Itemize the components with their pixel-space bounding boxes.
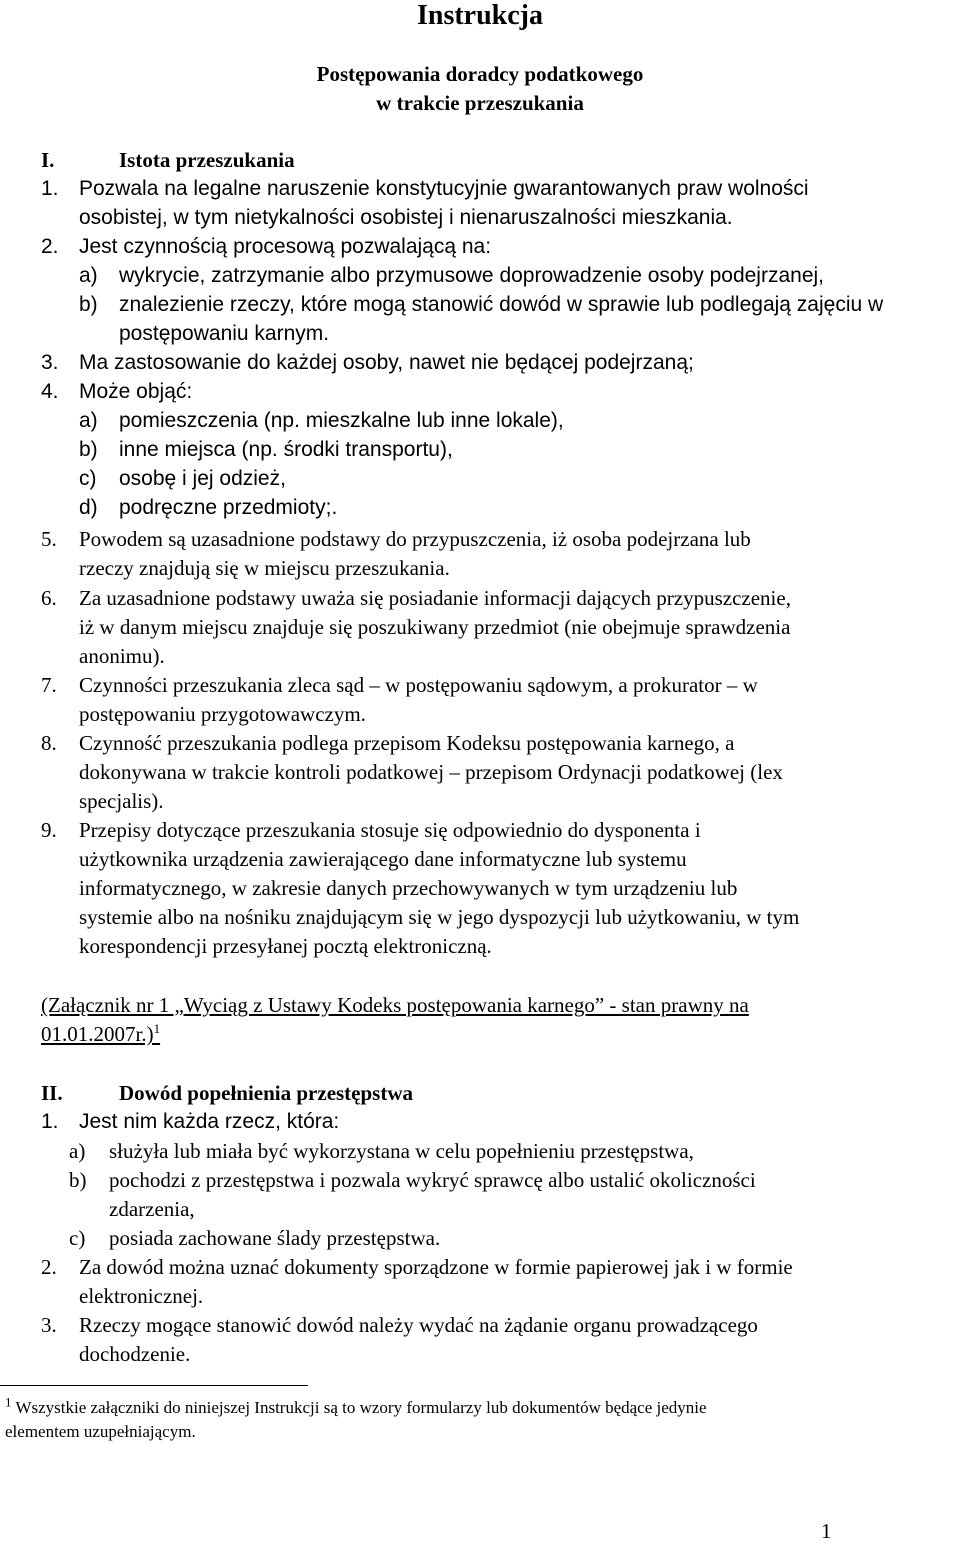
subtitle-line-2: w trakcie przeszukania [376, 91, 584, 115]
attachment-note: (Załącznik nr 1 „Wyciąg z Ustawy Kodeks postępowania karnego” - stan prawny na [41, 993, 749, 1017]
footnote-line-2: elementem uzupełniającym. [5, 1422, 196, 1441]
item-text: osobistej, w tym nietykalności osobistej i nienaruszalności mieszkania. [79, 206, 733, 229]
item-text: specjalis). [79, 789, 164, 813]
sub-item-letter: a) [79, 409, 98, 432]
sub-item-text: zdarzenia, [109, 1197, 195, 1221]
section-2-title: Dowód popełnienia przestępstwa [119, 1081, 414, 1105]
item-text: Za uzasadnione podstawy uważa się posiadanie informacji dających przypuszczenie, [79, 586, 791, 610]
sub-item-letter: d) [79, 496, 98, 519]
sub-item-text: służyła lub miała być wykorzystana w celu popełnieniu przestępstwa, [109, 1139, 694, 1163]
item-number: 9. [41, 818, 57, 842]
item-text: rzeczy znajdują się w miejscu przeszukania. [79, 556, 450, 580]
section-2-number: II. [41, 1081, 63, 1105]
footnote-text [5, 1394, 707, 1418]
sub-item-text: osobę i jej odzież, [119, 467, 286, 490]
item-text: systemie albo na nośniku znajdującym się w jego dyspozycji lub użytkowaniu, w tym [79, 905, 800, 929]
item-text: dokonywana w trakcie kontroli podatkowej – przepisom Ordynacji podatkowej (lex [79, 760, 783, 784]
item-text: korespondencji przesyłanej pocztą elektroniczną. [79, 934, 492, 958]
item-number: 4. [41, 380, 59, 403]
attachment-note-line-2 [41, 1022, 160, 1047]
item-text: Za dowód można uznać dokumenty sporządzone w formie papierowej jak i w formie [79, 1255, 793, 1279]
sub-item-text: inne miejsca (np. środki transportu), [119, 438, 453, 461]
sub-item-letter: c) [79, 467, 97, 490]
sub-item-letter: a) [69, 1139, 86, 1163]
item-text: elektronicznej. [79, 1284, 204, 1308]
item-number: 2. [41, 1255, 57, 1279]
sub-item-letter: b) [79, 293, 98, 316]
item-number: 7. [41, 673, 57, 697]
item-number: 3. [41, 1313, 57, 1337]
item-number: 3. [41, 351, 59, 374]
item-text: anonimu). [79, 644, 165, 668]
item-text: Czynność przeszukania podlega przepisom Kodeksu postępowania karnego, a [79, 731, 735, 755]
sub-item-text: pomieszczenia (np. mieszkalne lub inne lokale), [119, 409, 564, 432]
sub-item-letter: b) [79, 438, 98, 461]
item-text: Ma zastosowanie do każdej osoby, nawet nie będącej podejrzaną; [79, 351, 694, 374]
item-number: 1. [41, 177, 59, 200]
page-number: 1 [821, 1519, 832, 1543]
footnote-number: 1 [5, 1394, 12, 1410]
item-text: Jest nim każda rzecz, która: [79, 1110, 340, 1133]
item-text: Czynności przeszukania zleca sąd – w postępowaniu sądowym, a prokurator – w [79, 673, 758, 697]
sub-item-text: pochodzi z przestępstwa i pozwala wykryć sprawcę albo ustalić okoliczności [109, 1168, 756, 1192]
item-text: dochodzenie. [79, 1342, 191, 1366]
footnote-line-1: Wszystkie załączniki do niniejszej Instrukcji są to wzory formularzy lub dokumentów będące jedynie [15, 1398, 707, 1417]
item-text: Powodem są uzasadnione podstawy do przypuszczenia, iż osoba podejrzana lub [79, 527, 751, 551]
sub-item-letter: b) [69, 1168, 87, 1192]
item-text: postępowaniu przygotowawczym. [79, 702, 366, 726]
item-text: Pozwala na legalne naruszenie konstytucyjnie gwarantowanych praw wolności [79, 177, 809, 200]
item-number: 1. [41, 1110, 59, 1133]
subtitle-line-1: Postępowania doradcy podatkowego [316, 62, 644, 86]
section-1-title: Istota przeszukania [119, 148, 295, 172]
item-number: 8. [41, 731, 57, 755]
page-title: Instrukcja [416, 0, 543, 31]
item-number: 6. [41, 586, 57, 610]
item-text: Może objąć: [79, 380, 193, 403]
sub-item-text: postępowaniu karnym. [119, 322, 330, 345]
sub-item-text: posiada zachowane ślady przestępstwa. [109, 1226, 441, 1250]
item-text: Przepisy dotyczące przeszukania stosuje się odpowiednio do dysponenta i [79, 818, 701, 842]
sub-item-letter: a) [79, 264, 98, 287]
item-number: 2. [41, 235, 59, 258]
item-text: iż w danym miejscu znajduje się poszukiwany przedmiot (nie obejmuje sprawdzenia [79, 615, 791, 639]
sub-item-text: wykrycie, zatrzymanie albo przymusowe doprowadzenie osoby podejrzanej, [119, 264, 825, 287]
item-text: informatycznego, w zakresie danych przechowywanych w tym urządzeniu lub [79, 876, 738, 900]
attachment-date: 01.01.2007r.) [41, 1022, 154, 1046]
footnote-separator [0, 1385, 308, 1386]
sub-item-letter: c) [69, 1226, 86, 1250]
sub-item-text: podręczne przedmioty;. [119, 496, 338, 519]
item-text: Jest czynnością procesową pozwalającą na: [79, 235, 492, 258]
item-number: 5. [41, 527, 57, 551]
sub-item-text: znalezienie rzeczy, które mogą stanowić dowód w sprawie lub podlegają zajęciu w [119, 293, 884, 316]
section-1-number: I. [41, 148, 55, 172]
item-text: Rzeczy mogące stanowić dowód należy wydać na żądanie organu prowadzącego [79, 1313, 758, 1337]
footnote-marker: 1 [153, 1021, 161, 1036]
item-text: użytkownika urządzenia zawierającego dane informatyczne lub systemu [79, 847, 687, 871]
